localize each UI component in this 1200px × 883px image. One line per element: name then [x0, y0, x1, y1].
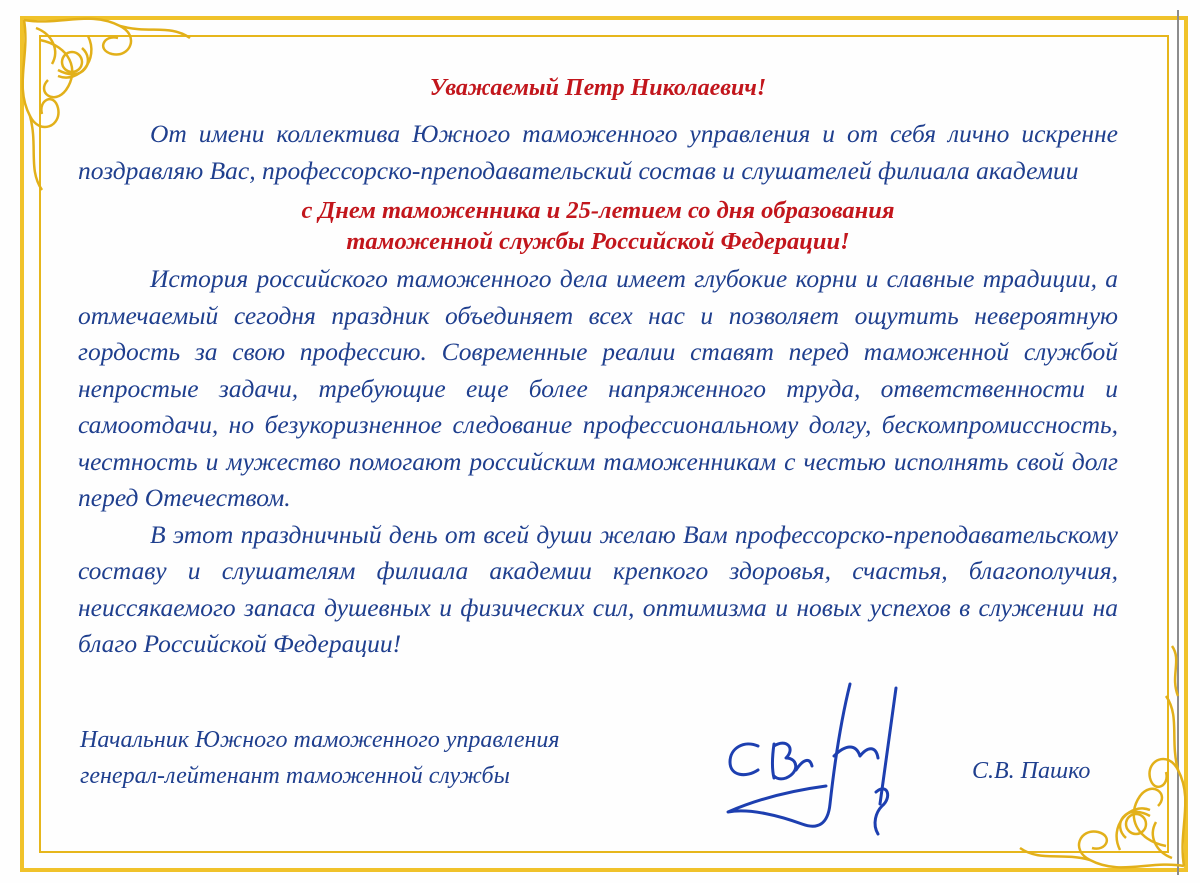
position-line-1: Начальник Южного таможенного управления: [80, 727, 560, 753]
signature-stroke-small: [796, 760, 812, 770]
paragraph-wishes: В этот праздничный день от всей души желаю Вам профессорско-преподавательскому составу и слушателям филиала академии крепкого здоровья, счастья, благополучия, неиссякаемого запаса душевных и физических сил, оптимизма и новых успехов в служении на благо Российской Федерации!: [78, 519, 1118, 658]
position-line-2: генерал-лейтенант таможенной службы: [80, 763, 510, 789]
letter-greeting: Уважаемый Петр Николаевич!: [429, 75, 767, 101]
signer-name: С.В. Пашко: [972, 758, 1091, 784]
paragraph-intro: От имени коллектива Южного таможенного управления и от себя лично искренне поздравляю Вас, профессорско-преподавательский состав и слушателей филиала академии: [78, 119, 1118, 185]
handwritten-signature: [700, 674, 930, 844]
signature-stroke-tall: [880, 688, 896, 804]
corner-ornament-bottom-right: [1020, 646, 1185, 867]
signature-stroke-m: [834, 747, 878, 758]
signature-stroke-c: [730, 744, 758, 775]
paragraph-history: История российского таможенного дела имеет глубокие корни и славные традиции, а отмечаемый сегодня праздник объединяет всех нас и позволяет ощутить невероятную гордость за свою профессию. Современные реалии ставят перед таможенной службой непростые задачи, требующие еще более напряженного труда, ответственности и самоотдачи, но безукоризненное следование профессиональному долгу, бескомпромиссность, честность и мужество помогают российским таможенникам с честью исполнять свой долг перед Отечеством.: [78, 264, 1118, 512]
signature-stroke-b: [773, 743, 796, 779]
signer-position: [80, 722, 560, 794]
highlight-line-2: таможенной службы Российской Федерации!: [346, 228, 850, 255]
highlight-block: [78, 195, 1118, 257]
letter-body: [78, 66, 1118, 663]
highlight-line-1: с Днем таможенника и 25-летием со дня образования: [301, 197, 895, 224]
